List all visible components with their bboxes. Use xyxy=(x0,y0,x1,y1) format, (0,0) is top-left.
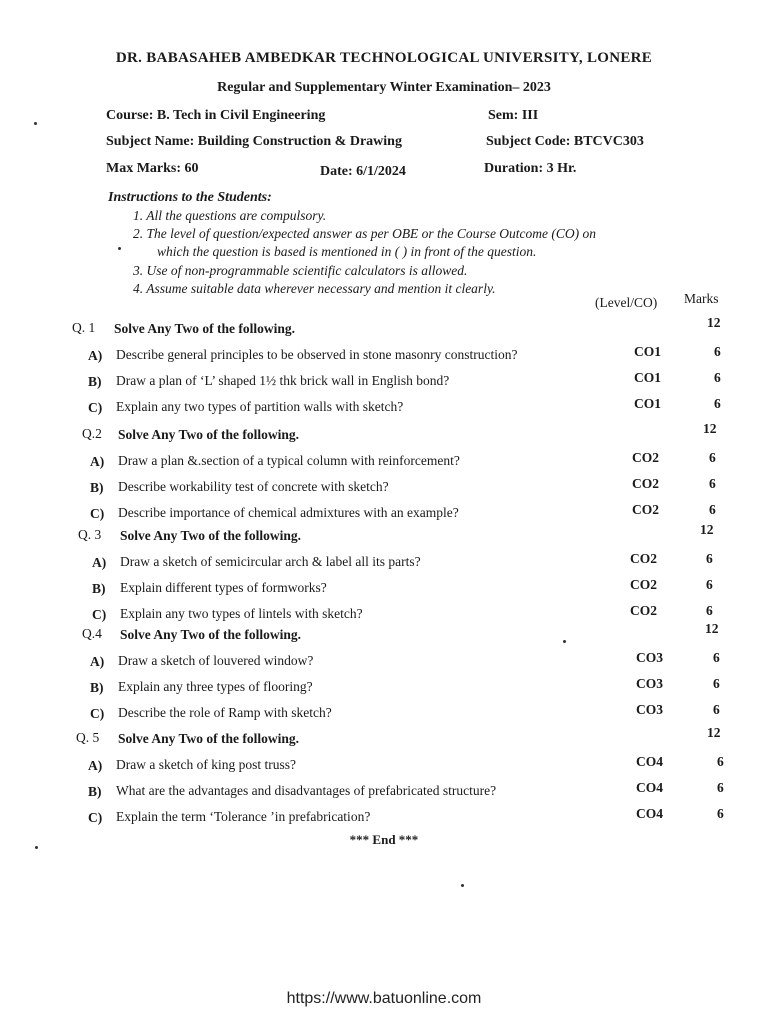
subject-name-label: Subject Name: Building Construction & Drawing xyxy=(106,134,402,149)
course-outcome: CO3 xyxy=(636,702,663,717)
course-outcome: CO2 xyxy=(632,476,659,491)
subquestion-text: Explain any three types of flooring? xyxy=(118,679,313,694)
course-label: Course: B. Tech in Civil Engineering xyxy=(106,108,326,123)
instruction-item: 3. Use of non-programmable scientific calculators is allowed. xyxy=(133,263,468,278)
question-number: Q.4 xyxy=(82,626,102,641)
semester-label: Sem: III xyxy=(488,108,539,123)
instructions-title: Instructions to the Students: xyxy=(108,190,272,205)
subquestion-text: Draw a plan &.section of a typical column with reinforcement? xyxy=(118,453,460,468)
subquestion-text: Explain different types of formworks? xyxy=(120,580,327,595)
instruction-item: 4. Assume suitable data wherever necessary and mention it clearly. xyxy=(133,281,496,296)
subquestion-marks: 6 xyxy=(714,344,721,359)
instruction-item: 2. The level of question/expected answer as per OBE or the Course Outcome (CO) on xyxy=(133,226,597,241)
subquestion-marks: 6 xyxy=(706,603,713,618)
course-outcome: CO3 xyxy=(636,650,663,665)
question-title: Solve Any Two of the following. xyxy=(114,321,296,336)
question-title: Solve Any Two of the following. xyxy=(118,731,300,746)
instruction-item: which the question is based is mentioned in ( ) in front of the question. xyxy=(157,244,537,259)
course-outcome: CO2 xyxy=(632,502,659,517)
question-title: Solve Any Two of the following. xyxy=(120,627,302,642)
subquestion-text: Draw a plan of ‘L’ shaped 1½ thk brick wall in English bond? xyxy=(116,373,450,388)
max-marks-label: Max Marks: 60 xyxy=(106,161,199,176)
course-outcome: CO3 xyxy=(636,676,663,691)
level-co-column-header: (Level/CO) xyxy=(595,295,658,310)
subquestion-marks: 6 xyxy=(717,806,724,821)
subquestion-text: Describe the role of Ramp with sketch? xyxy=(118,705,332,720)
subquestion-marks: 6 xyxy=(714,396,721,411)
course-outcome: CO2 xyxy=(630,603,657,618)
subquestion-letter: B) xyxy=(88,374,102,389)
question-total-marks: 12 xyxy=(700,522,714,537)
scan-speck xyxy=(563,640,566,643)
subquestion-marks: 6 xyxy=(709,450,716,465)
subquestion-marks: 6 xyxy=(706,551,713,566)
subquestion-letter: A) xyxy=(88,758,103,773)
scan-speck xyxy=(35,846,38,849)
scan-speck xyxy=(461,884,464,887)
subquestion-letter: C) xyxy=(92,607,107,622)
course-outcome: CO4 xyxy=(636,780,663,795)
subquestion-letter: C) xyxy=(88,400,103,415)
subquestion-letter: C) xyxy=(90,706,105,721)
subquestion-marks: 6 xyxy=(717,754,724,769)
course-outcome: CO2 xyxy=(632,450,659,465)
subquestion-text: Explain any two types of lintels with sketch? xyxy=(120,606,363,621)
course-outcome: CO2 xyxy=(630,577,657,592)
course-outcome: CO1 xyxy=(634,344,661,359)
subquestion-text: Draw a sketch of king post truss? xyxy=(116,757,296,772)
subquestion-marks: 6 xyxy=(714,370,721,385)
subquestion-letter: C) xyxy=(90,506,105,521)
subquestion-letter: A) xyxy=(88,348,103,363)
subquestion-marks: 6 xyxy=(717,780,724,795)
subquestion-marks: 6 xyxy=(713,676,720,691)
subquestion-text: Explain any two types of partition walls with sketch? xyxy=(116,399,404,414)
question-number: Q. 3 xyxy=(78,527,102,542)
question-number: Q. 1 xyxy=(72,320,96,335)
subquestion-letter: C) xyxy=(88,810,103,825)
subquestion-text: Describe general principles to be observed in stone masonry construction? xyxy=(116,347,518,362)
course-outcome: CO4 xyxy=(636,806,663,821)
marks-column-header: Marks xyxy=(684,291,719,306)
subquestion-letter: A) xyxy=(90,654,105,669)
question-total-marks: 12 xyxy=(707,315,721,330)
subquestion-text: What are the advantages and disadvantages of prefabricated structure? xyxy=(116,783,497,798)
end-marker: *** End *** xyxy=(349,832,419,847)
subquestion-letter: A) xyxy=(90,454,105,469)
subquestion-text: Explain the term ‘Tolerance ’in prefabrication? xyxy=(116,809,371,824)
subquestion-letter: A) xyxy=(92,555,107,570)
date-label: Date: 6/1/2024 xyxy=(320,164,406,179)
subquestion-marks: 6 xyxy=(709,476,716,491)
question-title: Solve Any Two of the following. xyxy=(120,528,302,543)
university-name: DR. BABASAHEB AMBEDKAR TECHNOLOGICAL UNIVERSITY, LONERE xyxy=(115,50,653,66)
footer-url: https://www.batuonline.com xyxy=(286,990,482,1007)
question-number: Q.2 xyxy=(82,426,102,441)
course-outcome: CO1 xyxy=(634,396,661,411)
question-total-marks: 12 xyxy=(707,725,721,740)
subquestion-letter: B) xyxy=(90,480,104,495)
subquestion-letter: B) xyxy=(92,581,106,596)
exam-title: Regular and Supplementary Winter Examination– 2023 xyxy=(217,80,551,95)
scan-speck xyxy=(118,247,121,250)
subquestion-text: Describe importance of chemical admixtures with an example? xyxy=(118,505,459,520)
course-outcome: CO1 xyxy=(634,370,661,385)
subquestion-marks: 6 xyxy=(709,502,716,517)
question-number: Q. 5 xyxy=(76,730,100,745)
subquestion-marks: 6 xyxy=(713,702,720,717)
subquestion-letter: B) xyxy=(88,784,102,799)
scan-speck xyxy=(34,122,37,125)
question-title: Solve Any Two of the following. xyxy=(118,427,300,442)
instruction-item: 1. All the questions are compulsory. xyxy=(133,208,327,223)
subject-code-label: Subject Code: BTCVC303 xyxy=(486,134,644,149)
question-total-marks: 12 xyxy=(705,621,719,636)
subquestion-text: Describe workability test of concrete with sketch? xyxy=(118,479,389,494)
course-outcome: CO4 xyxy=(636,754,663,769)
duration-label: Duration: 3 Hr. xyxy=(484,161,577,176)
subquestion-letter: B) xyxy=(90,680,104,695)
subquestion-text: Draw a sketch of semicircular arch & label all its parts? xyxy=(120,554,421,569)
course-outcome: CO2 xyxy=(630,551,657,566)
subquestion-marks: 6 xyxy=(713,650,720,665)
subquestion-marks: 6 xyxy=(706,577,713,592)
question-total-marks: 12 xyxy=(703,421,717,436)
subquestion-text: Draw a sketch of louvered window? xyxy=(118,653,314,668)
